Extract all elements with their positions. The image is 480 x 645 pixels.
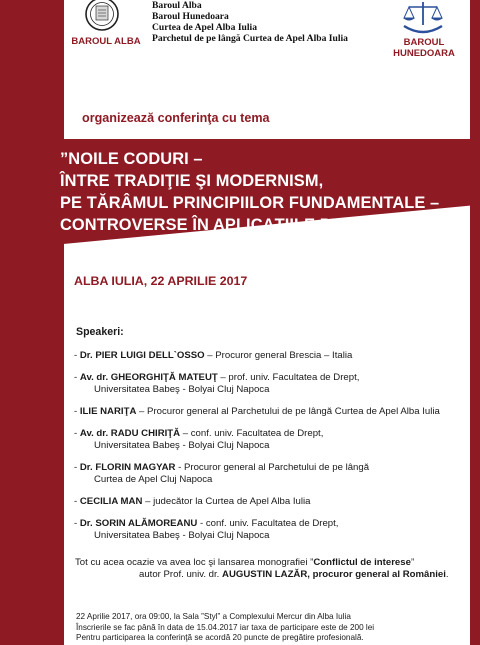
title-line: ”NOILE CODURI – [60,150,203,168]
speaker-name: Av. dr. GHEORGHIŢĂ MATEUŢ [79,372,218,383]
speaker-name: Dr. PIER LUIGI DELL`OSSO [79,350,205,361]
speaker-name: Av. dr. RADU CHIRIŢĂ [79,428,181,439]
organizer-line: Baroul Hunedoara [152,11,229,22]
speaker-item [74,428,466,452]
speaker-name: ILIE NARIŢA [79,406,137,417]
organizer-line: Baroul Alba [152,0,202,11]
organizers-list [152,0,348,44]
baroul-alba-label: BAROUL ALBA [71,36,141,47]
speaker-role: - conf. univ. Facultatea de Drept, [197,518,339,529]
speaker-bullet: - [74,350,80,361]
launch-text: Tot cu acea ocazie va avea loc şi lansarea monografiei ” [75,557,314,568]
speaker-bullet: - [74,428,80,439]
organizer-line: Parchetul de pe lângă Curtea de Apel Alba Iulia [152,33,348,44]
conference-title [60,148,439,236]
detail-line: Înscrierile se fac până în data de 15.04.2017 iar taxa de participare este de 200 lei [76,622,375,632]
speaker-name: CECILIA MAN [79,496,143,507]
speaker-item [74,372,466,396]
right-accent-band [470,0,480,645]
book-title: Conflictul de interese [313,557,411,568]
speaker-item [74,518,466,542]
speaker-name: Dr. SORIN ALĂMOREANU [79,518,198,529]
intro-text: organizează conferinţa cu tema [82,111,270,125]
detail-line: 22 Aprilie 2017, ora 09:00, la Sala ”Styl” a Complexului Mercur din Alba Iulia [76,612,351,621]
organizer-line: Curtea de Apel Alba Iulia [152,22,258,33]
left-accent-band [0,0,64,645]
speaker-bullet: - [74,372,80,383]
speaker-role: – Procuror general Brescia – Italia [204,350,353,361]
title-line: ÎNTRE TRADIŢIE ŞI MODERNISM, [60,172,324,190]
speaker-item [74,462,466,486]
speaker-role-continued: Universitatea Babeş - Bolyai Cluj Napoca [94,440,270,451]
speaker-item [74,350,466,362]
baroul-hunedoara-label: BAROUL HUNEDOARA [393,37,455,59]
speakers-list [74,350,466,552]
speaker-bullet: - [74,518,80,529]
speaker-role-continued: Curtea de Apel Cluj Napoca [94,474,213,485]
book-author: AUGUSTIN LAZĂR, procuror general al României [222,569,446,580]
event-details [76,612,374,644]
speaker-role: - Procuror general al Parchetului de pe lângă [175,462,370,473]
launch-author-prefix: autor Prof. univ. dr. [139,569,223,580]
speakers-heading: Speakeri: [76,326,124,338]
speaker-bullet: - [74,406,80,417]
detail-line: Pentru participarea la conferinţă se acordă 20 puncte de pregătire profesională. [76,633,364,643]
speaker-role-continued: Universitatea Babeş - Bolyai Cluj Napoca [94,384,270,395]
place-and-date: ALBA IULIA, 22 APRILIE 2017 [74,274,248,288]
title-line: CONTROVERSE ÎN APLICAŢIILE PRACTICE”. [60,216,418,234]
speaker-item [74,406,466,418]
speaker-role: – conf. univ. Facultatea de Drept, [180,428,324,439]
speaker-role: – judecător la Curtea de Apel Alba Iulia [142,496,311,507]
speaker-bullet: - [74,496,80,507]
speaker-bullet: - [74,462,80,473]
launch-period: . [445,569,449,580]
baroul-alba-logo-icon [76,0,128,34]
title-line: PE TĂRÂMUL PRINCIPIILOR FUNDAMENTALE – [60,194,440,212]
launch-quote: ” [410,557,415,568]
speaker-role: – prof. univ. Facultatea de Drept, [217,372,360,383]
speaker-role: – Procuror general al Parchetului de pe lângă Curtea de Apel Alba Iulia [136,406,440,417]
speaker-role-continued: Universitatea Babeş - Bolyai Cluj Napoca [94,530,270,541]
speaker-item [74,496,466,508]
scales-of-justice-icon [398,0,448,34]
book-launch-note [75,557,449,581]
speaker-name: Dr. FLORIN MAGYAR [79,462,176,473]
